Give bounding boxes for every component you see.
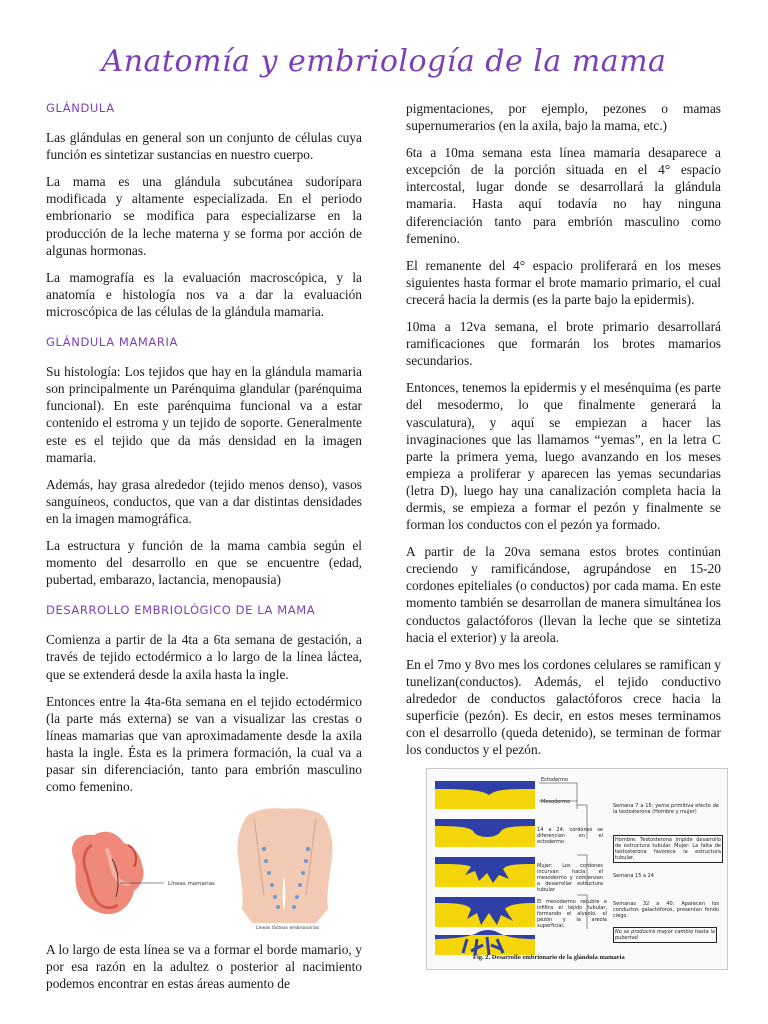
label-mujer-cordones: Mujer: Los cordones incurvan hacia el mesodermo y comienzan a desarrollar estructura tubular <box>537 863 603 894</box>
paragraph: Entonces entre la 4ta-6ta semana en el tejido ectodérmico (la parte más externa) se van a visualizar las crestas o líneas mamarias que van aproximadamente desde la axila hasta la ingle. Ésta es la primera formación, la cual va a pasar sin diferenciación, tanto para embrión masculino como femenino. <box>46 693 362 795</box>
label-mesodermo-recubre: El mesodermo recubre e infiltra el tejido tubular, formando el alvéolo, el pezón y la areola superficial. <box>537 899 607 930</box>
img-label-lineas-lacteas: Líneas lácteas embrionarias <box>256 926 320 932</box>
label-semana-7-15: Semana 7 a 15: yema primitiva efecto de la testosterona (Hombre y mujer) <box>613 803 719 816</box>
embryonic-development-figure <box>426 768 728 970</box>
paragraph: A partir de la 20va semana estos brotes continúan creciendo y ramificándose, agrupándose en 15-20 cordones epiteliales (o conductos) por cada mama. En este momento también se desarrollan de manera simultánea los conductos galactóforos (llevan la leche que se sintetiza hacia el exterior) y la areola. <box>406 544 721 645</box>
page-title: Anatomía y embriología de la mama <box>101 44 667 79</box>
label-pubertad: No se producirá mayor cambio hasta la pubertad <box>615 929 715 942</box>
paragraph: Las glándulas en general son un conjunto de células cuya función es sintetizar sustancias en nuestro cuerpo. <box>46 130 362 163</box>
section-heading-desarrollo: DESARROLLO EMBRIOLÓGICO DE LA MAMA <box>46 603 316 618</box>
paragraph: 10ma a 12va semana, el brote primario desarrollará ramificaciones que formarán los brotes mamarios secundarios. <box>406 319 721 369</box>
paragraph: pigmentaciones, por ejemplo, pezones o mamas supernumerarios (en la axila, bajo la mama, etc.) <box>406 101 721 134</box>
label-ectodermo: Ectodermo <box>541 777 569 784</box>
section-heading-glandula-mamaria: GLÁNDULA MAMARIA <box>46 335 178 350</box>
embryo-figure <box>72 832 164 914</box>
paragraph: El remanente del 4° espacio proliferará en los meses siguientes hasta formar el brote mamario primario, el cual crecerá hacia la dermis (es la parte bajo la epidermis). <box>406 257 721 307</box>
paragraph: Su histología: Los tejidos que hay en la glándula mamaria son principalmente un Parénquima glandular (parénquima funcional). En este parénquima funcional va a estar contenido el estroma y un tejido de soporte. Generalmente este es el tejido que da más densidad en la imagen mamaria. <box>46 364 362 465</box>
label-semana-15-24: Semana 15 a 24 <box>613 873 654 880</box>
paragraph: Además, hay grasa alrededor (tejido menos denso), vasos sanguíneos, conductos, que van a dar distintas densidades en la imagen mamográfica. <box>46 476 362 526</box>
paragraph: La mama es una glándula subcutánea sudorípara modificada y altamente especializada. En el periodo embrionario se modifica para especializarse en la producción de la leche materna y se forma por acción de algunas hormonas. <box>46 174 362 258</box>
mammary-lines-illustration <box>46 805 362 931</box>
paragraph: 6ta a 10ma semana esta línea mamaria desaparece a excepción de la porción situada en el 4° espacio intercostal, lugar donde se desarrollará la glándula mamaria. Hasta aquí todavía no hay ninguna diferenciación tanto para embrión masculino como femenino. <box>406 145 721 246</box>
paragraph: A lo largo de esta línea se va a formar el borde mamario, y por esa razón en la adultez o posterior al nacimiento podemos encontrar en estas áreas aumento de <box>46 942 362 992</box>
label-hombre-mujer: Hombre: Testosterona impide desarrollo de estructura tubular. Mujer: La falta de testosterona favorece la estructura tubular. <box>615 837 721 862</box>
embryo-and-torso-image <box>46 805 362 931</box>
paragraph: Entonces, tenemos la epidermis y el mesénquima (es parte del mesodermo, lo que finalmente generará la vasculatura), y aquí se empiezan a hacer las invaginaciones que las llamamos “yemas”, en la letra C parte la primera yema, luego avanzando en los meses empieza a proliferar y aparecen las yemas secundarias (letra D), luego hay una canalización completa hacia la dermis, se empieza a formar el pezón y finalmente se forman los conductos con el pezón ya formado. <box>406 380 721 533</box>
section-heading-glandula: GLÁNDULA <box>46 101 115 115</box>
img-label-lineas-mamarias: Líneas mamarias <box>168 881 215 888</box>
paragraph: En el 7mo y 8vo mes los cordones celulares se ramifican y tunelizan(conductos). Además, el tejido conductivo alrededor de conductos galactóforos crece hacia la superficie (pezón). Es decir, en estos meses terminamos con el desarrollo (queda detenido), se terminan de formar los conductos y el pezón. <box>406 656 721 758</box>
left-column <box>46 100 362 1002</box>
paragraph: La estructura y función de la mama cambia según el momento del desarrollo en que se encuentre (edad, pubertad, embarazo, lactancia, menopausia) <box>46 537 362 588</box>
paragraph: Comienza a partir de la 4ta a 6ta semana de gestación, a través de tejido ectodérmico a lo largo de la línea láctea, que se extenderá desde la axila hasta la ingle. <box>46 632 362 682</box>
label-semanas-32-40: Semanas 32 a 40: Aparecen los conductos galactóforos, presentan fondo ciego. <box>613 901 719 920</box>
label-14-24: 14 a 24: cordones se diferencian en el ectodermo <box>537 827 603 846</box>
right-column <box>406 100 721 970</box>
figure-caption: Fig. 2. Desarrollo embrionario de la glándula mamaria <box>473 954 625 962</box>
torso-figure <box>237 808 332 923</box>
paragraph: La mamografía es la evaluación macroscópica, y la anatomía e histología nos va a dar la evaluación microscópica de las células de la glándula mamaria. <box>46 269 362 319</box>
label-mesodermo: Mesodermo <box>541 799 571 806</box>
